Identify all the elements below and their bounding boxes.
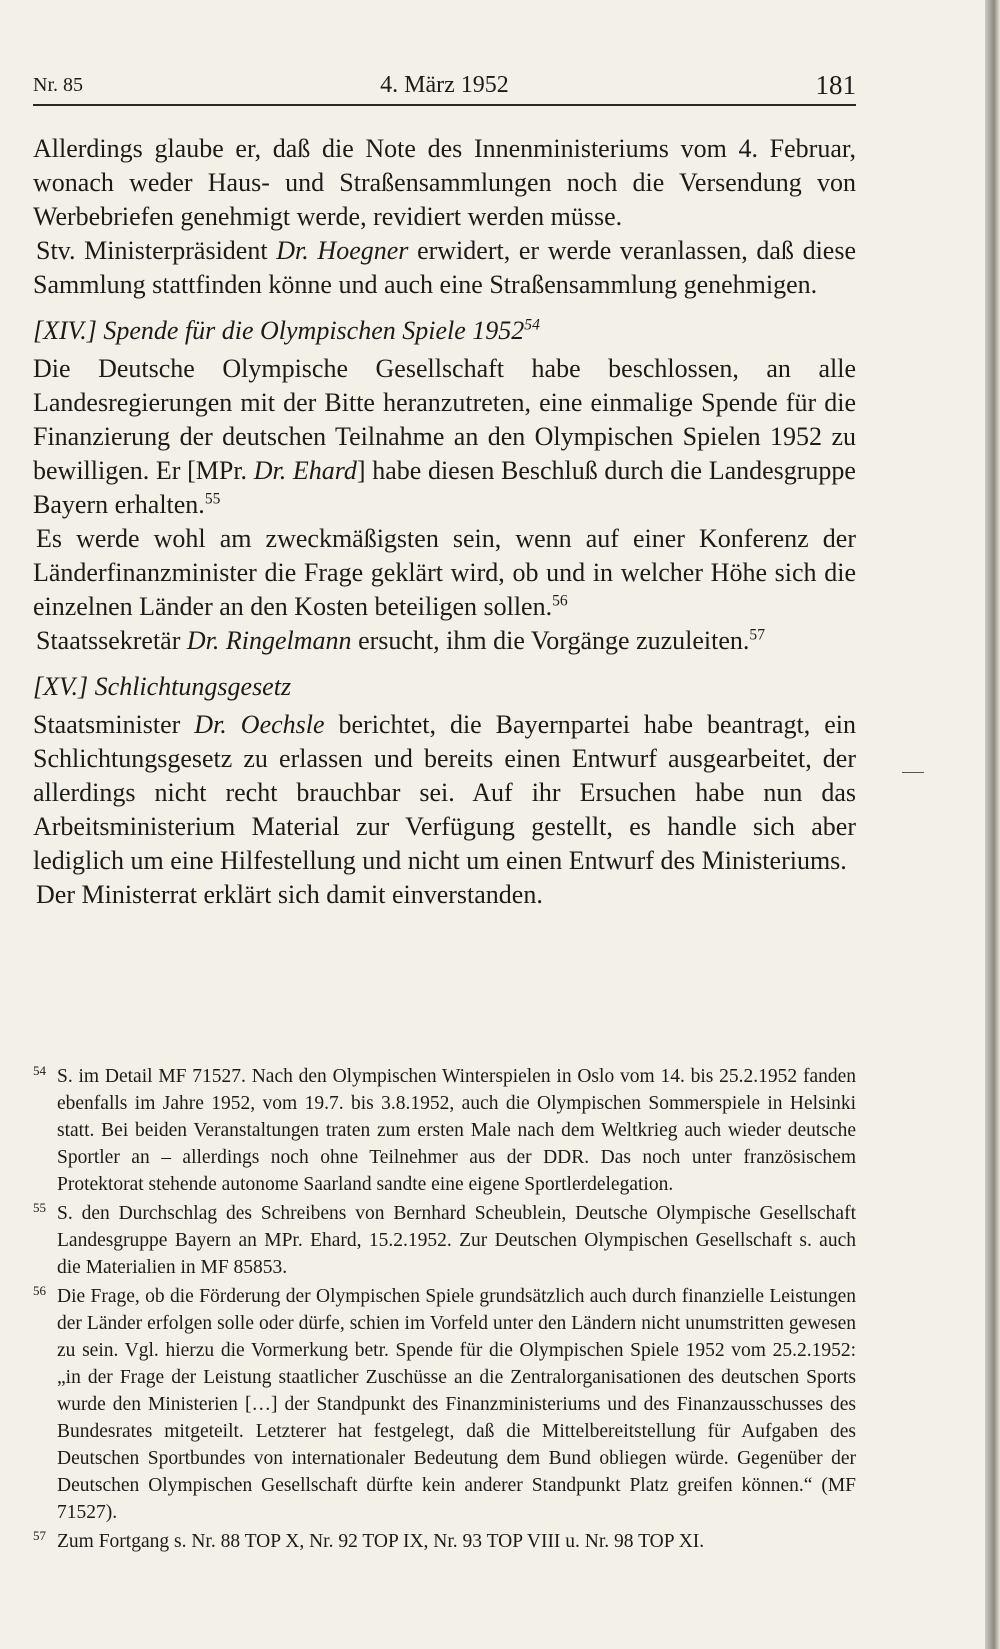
- page-header: [33, 70, 856, 106]
- paragraph: Der Ministerrat erklärt sich damit einverstanden.: [36, 880, 543, 909]
- section-title: Spende für die Olympischen Spiele 1952: [103, 316, 525, 345]
- footnote: [33, 1200, 856, 1281]
- footnote-ref: 55: [204, 490, 221, 508]
- paragraph: Allerdings glaube er, daß die Note des Innenministeriums vom 4. Februar, wonach weder Haus- und Straßensammlungen noch die Versendung von Werbebriefen genehmigt werde, revidiert werden müsse.: [33, 134, 856, 231]
- header-rule: [33, 104, 856, 106]
- section-heading-xv: [33, 670, 856, 704]
- footnotes: [33, 1063, 856, 1557]
- paragraph-text: ] habe diesen Beschluß durch die Landesgruppe Bayern erhalten.: [33, 456, 856, 519]
- footnote-text: S. den Durchschlag des Schreibens von Bernhard Scheublein, Deutsche Olympische Gesellschaft Landesgruppe Bayern an MPr. Ehard, 15.2.1952. Zur Deutschen Olympischen Gesellschaft s. auch die Materialien in MF 85853.: [57, 1203, 856, 1278]
- main-text: [33, 132, 856, 912]
- paragraph-text: Es werde wohl am zweckmäßigsten sein, wenn auf einer Konferenz der Länderfinanzminister die Frage geklärt wird, ob und in welcher Höhe sich die einzelnen Länder an den Kosten beteiligen sollen.: [33, 524, 856, 621]
- person-name: Dr. Ringelmann: [186, 626, 352, 655]
- section-number: [XIV.]: [33, 316, 104, 345]
- person-name: Dr. Ehard: [253, 456, 357, 485]
- page-date: 4. März 1952: [380, 72, 509, 98]
- section-heading-xiv: [33, 314, 856, 348]
- paragraph-text: berichtet, die Bayernpartei habe beantragt, ein Schlichtungsgesetz zu erlassen und bereits einen Entwurf ausgearbeitet, der allerdings nicht recht brauchbar sei. Auf ihr Ersuchen habe nun das Arbeitsministerium Material zur Verfügung gestellt, es handle sich aber lediglich um eine Hilfestellung und nicht um einen Entwurf des Ministeriums.: [33, 710, 856, 875]
- paragraph-text: Stv. Ministerpräsident: [36, 236, 277, 265]
- section-number: [XV.]: [33, 672, 95, 701]
- footnote-ref: 56: [552, 592, 568, 610]
- footnote-number: 56: [33, 1283, 46, 1298]
- section-title: Schlichtungsgesetz: [94, 672, 292, 701]
- footnote-number: 57: [33, 1528, 46, 1543]
- footnote: [33, 1063, 856, 1198]
- footnote-number: 54: [33, 1063, 46, 1078]
- footnote-text: S. im Detail MF 71527. Nach den Olympischen Winterspielen in Oslo vom 14. bis 25.2.1952 fanden ebenfalls im Jahre 1952, vom 19.7. bis 3.8.1952, auch die Olympischen Sommerspiele in Helsinki statt. Bei beiden Veranstaltungen traten zum ersten Male nach dem Weltkrieg auch wieder deutsche Sportler an – allerdings noch ohne Teilnehmer aus der DDR. Das noch unter französischem Protektorat stehende autonome Saarland sandte eine eigene Sportlerdelegation.: [57, 1066, 856, 1195]
- margin-mark: [902, 772, 924, 773]
- paragraph-text: erwidert, er werde veranlassen, daß diese Sammlung stattfinden könne und auch eine Straßensammlung genehmigen.: [33, 236, 856, 299]
- paragraph: [33, 522, 856, 624]
- paragraph: [33, 234, 856, 302]
- footnote-number: 55: [33, 1200, 46, 1215]
- person-name: Dr. Hoegner: [276, 236, 409, 265]
- footnote: [33, 1528, 856, 1555]
- footnote: [33, 1283, 856, 1526]
- footnote-ref: 54: [524, 316, 540, 334]
- footnote-ref: 57: [749, 626, 766, 644]
- footnote-text: Zum Fortgang s. Nr. 88 TOP X, Nr. 92 TOP IX, Nr. 93 TOP VIII u. Nr. 98 TOP XI.: [57, 1531, 705, 1552]
- page-edge-shadow: [985, 0, 1000, 1649]
- paragraph-text: Die Deutsche Olympische Gesellschaft habe beschlossen, an alle Landesregierungen mit der Bitte heranzutreten, eine einmalige Spende für die Finanzierung der deutschen Teilnahme an den Olympischen Spielen 1952 zu bewilligen. Er [MPr.: [33, 354, 856, 485]
- paragraph: [33, 352, 856, 522]
- page-number: 181: [815, 70, 856, 100]
- footnote-text: Die Frage, ob die Förderung der Olympischen Spiele grundsätzlich auch durch finanzielle Leistungen der Länder erfolgen solle oder dürfe, schien im Vorfeld unter den Ländern nicht unumstritten gewesen zu sein. Vgl. hierzu die Vormerkung betr. Spende für die Olympischen Spiele 1952 vom 25.2.1952: „in der Frage der Leistung staatlicher Zuschüsse an die Zentralorganisationen des deutschen Sports wurde den Ministerien […] der Standpunkt des Finanzministeriums und des Finanzausschusses des Bundesrates mitgeteilt. Letzterer hat festgelegt, daß die Mittelbereitstellung für Aufgaben des Deutschen Sportbundes von internationaler Bedeutung dem Bund obliegen würde. Gegenüber der Deutschen Olympischen Gesellschaft dürfte kein anderer Standpunkt Platz greifen können.“ (MF 71527).: [57, 1286, 856, 1523]
- person-name: Dr. Oechsle: [194, 710, 325, 739]
- paragraph: [33, 708, 856, 878]
- paragraph: [33, 624, 856, 658]
- paragraph-text: Staatsminister: [33, 710, 195, 739]
- document-number: Nr. 85: [33, 74, 83, 96]
- paragraph-text: Staatssekretär: [36, 626, 187, 655]
- paragraph-text: ersucht, ihm die Vorgänge zuzuleiten.: [351, 626, 750, 655]
